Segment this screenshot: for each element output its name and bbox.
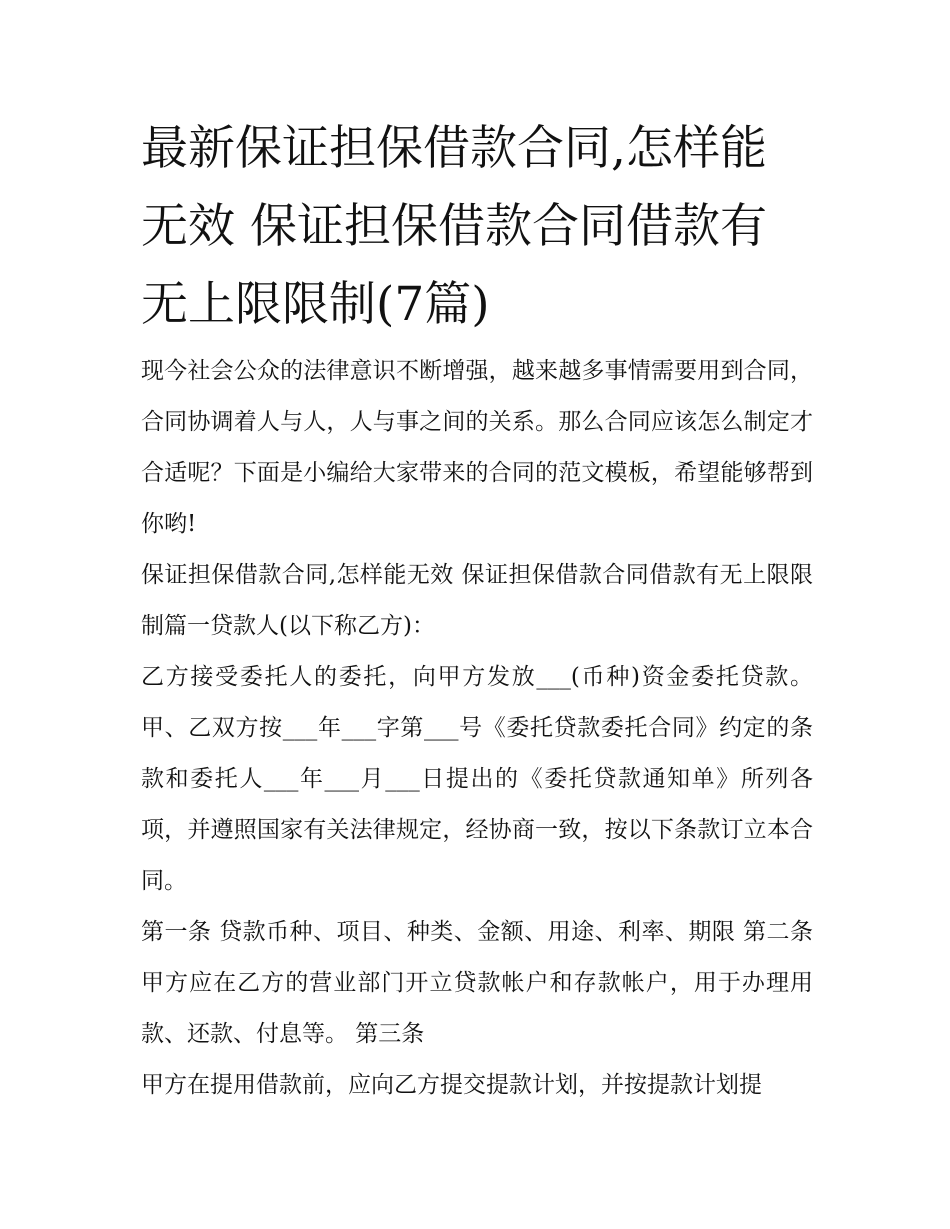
document-body xyxy=(141,110,813,1111)
contract-preamble-paragraph: 乙方接受委托人的委托，向甲方发放___(币种)资金委托贷款。甲、乙双方按___年___字第___号《委托贷款委托合同》约定的条款和委托人___年___月___日提出的《委托贷款通知单》所列各项，并遵照国家有关法律规定，经协商一致，按以下条款订立本合同。 xyxy=(141,664,813,894)
contract-heading-paragraph: 保证担保借款合同,怎样能无效 保证担保借款合同借款有无上限限制篇一贷款人(以下称乙方)： xyxy=(141,562,813,639)
withdrawal-paragraph: 甲方在提用借款前，应向乙方提交提款计划，并按提款计划提 xyxy=(141,1072,762,1098)
document-title: 最新保证担保借款合同,怎样能无效 保证担保借款合同借款有无上限限制(7篇) xyxy=(141,121,767,332)
intro-paragraph: 现今社会公众的法律意识不断增强，越来越多事情需要用到合同，合同协调着人与人，人与事之间的关系。那么合同应该怎么制定才合适呢？下面是小编给大家带来的合同的范文模板，希望能够帮到你哟! xyxy=(141,358,813,537)
articles-paragraph: 第一条 贷款币种、项目、种类、金额、用途、利率、期限 第二条 甲方应在乙方的营业部门开立贷款帐户和存款帐户，用于办理用款、还款、付息等。 第三条 xyxy=(141,919,813,1047)
